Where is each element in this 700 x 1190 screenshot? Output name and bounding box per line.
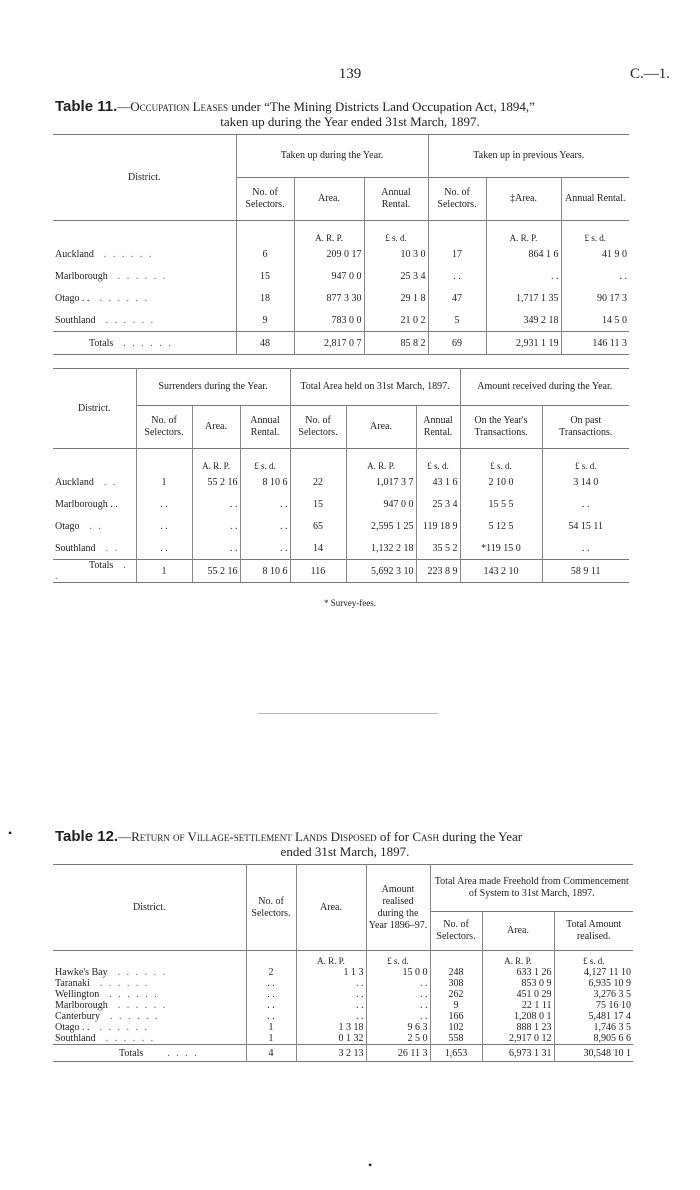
unit-label: £ s. d. bbox=[554, 951, 633, 968]
table-cell: 26 11 3 bbox=[366, 1045, 430, 1062]
district-cell bbox=[53, 560, 136, 583]
table-cell: 1 bbox=[246, 1033, 296, 1045]
table-cell: 55 2 16 bbox=[192, 560, 240, 583]
leader-dots: . . . . . . bbox=[99, 978, 150, 989]
leader-dots: . . . . . . bbox=[117, 1000, 168, 1011]
table-cell: . . bbox=[428, 265, 486, 287]
table-cell: 43 1 6 bbox=[416, 471, 460, 493]
table-cell: . . bbox=[561, 265, 629, 287]
table-cell: 2 10 0 bbox=[460, 471, 542, 493]
table-cell: . . bbox=[240, 493, 290, 515]
group-header-current: Taken up during the Year. bbox=[236, 135, 428, 178]
district-name: Marlborough . . bbox=[55, 498, 118, 510]
table-cell: 633 1 26 bbox=[482, 967, 554, 978]
unit-label: £ s. d. bbox=[561, 221, 629, 244]
table-cell: 4 bbox=[246, 1045, 296, 1062]
table-cell: . . bbox=[192, 493, 240, 515]
table-cell: 2,931 1 19 bbox=[486, 332, 561, 355]
table-cell: 223 8 9 bbox=[416, 560, 460, 583]
table-cell: 1 1 3 bbox=[296, 967, 366, 978]
table-cell: 558 bbox=[430, 1033, 482, 1045]
document-code: C.—1. bbox=[629, 66, 670, 82]
table-cell: 864 1 6 bbox=[486, 243, 561, 265]
table-cell: 947 0 0 bbox=[294, 265, 364, 287]
bottom-mark: • bbox=[368, 1158, 373, 1172]
table-cell: 9 6 3 bbox=[366, 1022, 430, 1033]
table-cell: 90 17 3 bbox=[561, 287, 629, 309]
group-header-total-area: Total Area held on 31st March, 1897. bbox=[290, 369, 460, 406]
col-header: Annual Rental. bbox=[364, 178, 428, 221]
table-row bbox=[53, 243, 629, 265]
table12 bbox=[53, 864, 633, 1062]
group-header-surrenders: Surrenders during the Year. bbox=[136, 369, 290, 406]
table-cell: 35 5 2 bbox=[416, 537, 460, 560]
table-cell: . . bbox=[542, 493, 629, 515]
table-cell: 15 5 5 bbox=[460, 493, 542, 515]
district-cell bbox=[53, 1000, 246, 1011]
table-cell: . . bbox=[240, 537, 290, 560]
leader-dots: . . . . . . bbox=[105, 314, 156, 326]
table-cell: 1,717 1 35 bbox=[486, 287, 561, 309]
table-cell: . . bbox=[542, 537, 629, 560]
leader-dots: . . . . . . bbox=[105, 1033, 156, 1044]
table-cell: 8 10 6 bbox=[240, 560, 290, 583]
table-cell: 9 bbox=[430, 1000, 482, 1011]
unit-label: £ s. d. bbox=[416, 449, 460, 472]
leader-dots: . . . . . . bbox=[109, 989, 159, 1000]
district-cell bbox=[53, 471, 136, 493]
table-row bbox=[53, 967, 633, 978]
table-cell: 58 9 11 bbox=[542, 560, 629, 583]
district-name: Auckland bbox=[55, 248, 94, 260]
col-header: No. of Selectors. bbox=[136, 406, 192, 449]
table-cell: 22 bbox=[290, 471, 346, 493]
table-cell: . . bbox=[296, 1000, 366, 1011]
unit-label: A. R. P. bbox=[296, 951, 366, 968]
table-cell: 102 bbox=[430, 1022, 482, 1033]
table-cell: 15 0 0 bbox=[366, 967, 430, 978]
table-cell: 0 1 32 bbox=[296, 1033, 366, 1045]
col-header: Annual Rental. bbox=[416, 406, 460, 449]
table-row bbox=[53, 989, 633, 1000]
district-name: Totals bbox=[89, 560, 114, 571]
col-header: No. of Selectors. bbox=[246, 865, 296, 951]
table-row bbox=[53, 560, 629, 583]
table-cell: 451 0 29 bbox=[482, 989, 554, 1000]
district-header: District. bbox=[53, 135, 236, 221]
group-header-freehold: Total Area made Freehold from Commencement of System to 31st March, 1897. bbox=[430, 865, 633, 912]
table-cell: . . bbox=[246, 989, 296, 1000]
district-cell bbox=[53, 1045, 246, 1062]
district-cell bbox=[53, 1033, 246, 1045]
table11-part2 bbox=[53, 368, 629, 583]
district-cell bbox=[53, 1011, 246, 1022]
table-row bbox=[53, 265, 629, 287]
col-header: No. of Selectors. bbox=[430, 912, 482, 951]
table11-caption: Table 11.—Occupation Leases under “The Mining Districts Land Occupation Act, 1894,” taken up during the Year ended 31st March, 1897. bbox=[55, 99, 645, 129]
table-cell: 2,595 1 25 bbox=[346, 515, 416, 537]
table-row bbox=[53, 1022, 633, 1033]
unit-label: A. R. P. bbox=[346, 449, 416, 472]
col-header: Area. bbox=[346, 406, 416, 449]
col-header: On the Year's Transactions. bbox=[460, 406, 542, 449]
table-cell: 3,276 3 5 bbox=[554, 989, 633, 1000]
leader-dots: . . . . . . bbox=[117, 967, 168, 978]
district-cell bbox=[53, 243, 236, 265]
table-row bbox=[53, 978, 633, 989]
district-cell bbox=[53, 978, 246, 989]
table-cell: 143 2 10 bbox=[460, 560, 542, 583]
col-header: Area. bbox=[482, 912, 554, 951]
table-cell: 9 bbox=[236, 309, 294, 332]
table-cell: . . bbox=[366, 989, 430, 1000]
table-cell: . . bbox=[366, 978, 430, 989]
table-cell: 4,127 11 10 bbox=[554, 967, 633, 978]
footnote: * Survey-fees. bbox=[324, 598, 376, 608]
col-header: Annual Rental. bbox=[240, 406, 290, 449]
col-header: No. of Selectors. bbox=[428, 178, 486, 221]
table-cell: . . bbox=[296, 989, 366, 1000]
leader-dots: . . . . . . bbox=[99, 292, 149, 304]
table-cell: 1 bbox=[136, 471, 192, 493]
table11-caption-line2: taken up during the Year ended 31st March, 1897. bbox=[220, 114, 480, 129]
col-header: Annual Rental. bbox=[561, 178, 629, 221]
table-cell: 30,548 10 1 bbox=[554, 1045, 633, 1062]
unit-label: £ s. d. bbox=[460, 449, 542, 472]
district-cell bbox=[53, 309, 236, 332]
col-header: Amount realised during the Year 1896–97. bbox=[366, 865, 430, 951]
table-cell: 48 bbox=[236, 332, 294, 355]
table-cell: . . bbox=[366, 1011, 430, 1022]
col-header: No. of Selectors. bbox=[290, 406, 346, 449]
unit-label: £ s. d. bbox=[364, 221, 428, 244]
table-cell: . . bbox=[240, 515, 290, 537]
table-cell: 69 bbox=[428, 332, 486, 355]
table-cell: 349 2 18 bbox=[486, 309, 561, 332]
unit-label: A. R. P. bbox=[482, 951, 554, 968]
table-cell: . . bbox=[136, 493, 192, 515]
table-cell: 2,917 0 12 bbox=[482, 1033, 554, 1045]
table-cell: 1,746 3 5 bbox=[554, 1022, 633, 1033]
unit-label: A. R. P. bbox=[192, 449, 240, 472]
group-header-amount: Amount received during the Year. bbox=[460, 369, 629, 406]
district-cell bbox=[53, 515, 136, 537]
unit-label: £ s. d. bbox=[542, 449, 629, 472]
table-cell: 888 1 23 bbox=[482, 1022, 554, 1033]
table12-caption: Table 12.—Return of Village-settlement Lands Disposed of for Cash during the Year ended 31st March, 1897. bbox=[55, 829, 635, 859]
col-header: Area. bbox=[296, 865, 366, 951]
table-cell: 1 bbox=[136, 560, 192, 583]
district-name: Totals bbox=[89, 337, 114, 349]
table-cell: 8,905 6 6 bbox=[554, 1033, 633, 1045]
district-cell bbox=[53, 493, 136, 515]
leader-dots: . . bbox=[105, 542, 120, 554]
leader-dots: . . . . . . bbox=[110, 1011, 160, 1022]
district-name: Marlborough bbox=[55, 270, 108, 282]
unit-label: A. R. P. bbox=[486, 221, 561, 244]
district-name: Hawke's Bay bbox=[55, 967, 108, 978]
table-cell: . . bbox=[296, 1011, 366, 1022]
col-header: Area. bbox=[192, 406, 240, 449]
leader-dots: . . . . . . bbox=[103, 248, 154, 260]
table-cell: . . bbox=[296, 978, 366, 989]
table-cell: 41 9 0 bbox=[561, 243, 629, 265]
district-name: Southland bbox=[55, 1033, 96, 1044]
district-cell bbox=[53, 1022, 246, 1033]
leader-dots: . . bbox=[103, 476, 118, 488]
table-row bbox=[53, 332, 629, 355]
table-cell: 14 bbox=[290, 537, 346, 560]
district-header: District. bbox=[53, 369, 136, 449]
table-cell: 2 5 0 bbox=[366, 1033, 430, 1045]
table-cell: 15 bbox=[236, 265, 294, 287]
table-cell: . . bbox=[136, 537, 192, 560]
table-cell: 18 bbox=[236, 287, 294, 309]
table-cell: 5 bbox=[428, 309, 486, 332]
table-cell: . . bbox=[486, 265, 561, 287]
district-name: Auckland bbox=[55, 476, 94, 488]
table-cell: 2 bbox=[246, 967, 296, 978]
leader-dots: . . . . . . bbox=[123, 337, 173, 349]
table-cell: 308 bbox=[430, 978, 482, 989]
district-name: Otago . . bbox=[55, 1022, 90, 1033]
table12-label: Table 12. bbox=[55, 828, 119, 845]
table-row bbox=[53, 471, 629, 493]
table-cell: 54 15 11 bbox=[542, 515, 629, 537]
table-row bbox=[53, 1033, 633, 1045]
table-cell: 146 11 3 bbox=[561, 332, 629, 355]
table-cell: 209 0 17 bbox=[294, 243, 364, 265]
totals-row bbox=[53, 1045, 633, 1062]
table-cell: 947 0 0 bbox=[346, 493, 416, 515]
district-name: Southland bbox=[55, 542, 96, 554]
table-cell: 55 2 16 bbox=[192, 471, 240, 493]
district-name: Otago . . bbox=[55, 292, 90, 304]
table-cell: 5 12 5 bbox=[460, 515, 542, 537]
table-cell: 6,973 1 31 bbox=[482, 1045, 554, 1062]
table-cell: 75 16 10 bbox=[554, 1000, 633, 1011]
margin-mark: • bbox=[8, 826, 13, 840]
table-cell: 783 0 0 bbox=[294, 309, 364, 332]
table11-part1 bbox=[53, 134, 629, 355]
table-cell: 14 5 0 bbox=[561, 309, 629, 332]
district-cell bbox=[53, 537, 136, 560]
table-cell: 22 1 11 bbox=[482, 1000, 554, 1011]
district-name: Canterbury bbox=[55, 1011, 100, 1022]
table-cell: 166 bbox=[430, 1011, 482, 1022]
district-name: Taranaki bbox=[55, 978, 90, 989]
table-cell: 85 8 2 bbox=[364, 332, 428, 355]
district-cell bbox=[53, 332, 236, 355]
table-cell: 1,132 2 18 bbox=[346, 537, 416, 560]
table-row bbox=[53, 493, 629, 515]
col-header: ‡Area. bbox=[486, 178, 561, 221]
table-cell: 47 bbox=[428, 287, 486, 309]
table-row bbox=[53, 537, 629, 560]
table12-caption-line2: ended 31st March, 1897. bbox=[280, 844, 410, 859]
table-cell: 1 3 18 bbox=[296, 1022, 366, 1033]
leader-dots: . . bbox=[89, 520, 103, 532]
group-header-previous: Taken up in previous Years. bbox=[428, 135, 629, 178]
leader-dots: . . . . . . bbox=[99, 1022, 149, 1033]
leader-dots: . . . . bbox=[167, 1047, 199, 1059]
district-header: District. bbox=[53, 865, 246, 951]
col-header: Area. bbox=[294, 178, 364, 221]
table-cell: . . bbox=[246, 1011, 296, 1022]
col-header: On past Transactions. bbox=[542, 406, 629, 449]
col-header: No. of Selectors. bbox=[236, 178, 294, 221]
table-cell: 8 10 6 bbox=[240, 471, 290, 493]
table-cell: 2,817 0 7 bbox=[294, 332, 364, 355]
table-cell: 116 bbox=[290, 560, 346, 583]
table-cell: . . bbox=[136, 515, 192, 537]
leader-dots: . . bbox=[55, 560, 128, 582]
table-row bbox=[53, 1000, 633, 1011]
table-cell: 3 14 0 bbox=[542, 471, 629, 493]
table-cell: 6,935 10 9 bbox=[554, 978, 633, 989]
page-number: 139 bbox=[338, 66, 362, 82]
table-row bbox=[53, 287, 629, 309]
table-cell: 10 3 0 bbox=[364, 243, 428, 265]
table-cell: . . bbox=[246, 1000, 296, 1011]
district-name: Marlborough bbox=[55, 1000, 108, 1011]
table-cell: 262 bbox=[430, 989, 482, 1000]
table-cell: *119 15 0 bbox=[460, 537, 542, 560]
district-cell bbox=[53, 287, 236, 309]
unit-label: A. R. P. bbox=[294, 221, 364, 244]
table11-label: Table 11. bbox=[55, 98, 118, 115]
table-cell: 15 bbox=[290, 493, 346, 515]
table-cell: . . bbox=[192, 515, 240, 537]
table-cell: 6 bbox=[236, 243, 294, 265]
table-cell: 3 2 13 bbox=[296, 1045, 366, 1062]
leader-dots: . . . . . . bbox=[117, 270, 168, 282]
table-cell: . . bbox=[246, 978, 296, 989]
table-cell: 1 bbox=[246, 1022, 296, 1033]
table-cell: 17 bbox=[428, 243, 486, 265]
district-name: Totals bbox=[119, 1047, 144, 1059]
table-cell: . . bbox=[366, 1000, 430, 1011]
table-cell: . . bbox=[192, 537, 240, 560]
district-name: Otago bbox=[55, 520, 80, 532]
table-cell: 1,017 3 7 bbox=[346, 471, 416, 493]
district-name: Southland bbox=[55, 314, 96, 326]
district-cell bbox=[53, 265, 236, 287]
table-cell: 21 0 2 bbox=[364, 309, 428, 332]
col-header: Total Amount realised. bbox=[554, 912, 633, 951]
unit-label: £ s. d. bbox=[240, 449, 290, 472]
table-cell: 853 0 9 bbox=[482, 978, 554, 989]
table-cell: 5,481 17 4 bbox=[554, 1011, 633, 1022]
table-cell: 29 1 8 bbox=[364, 287, 428, 309]
unit-label: £ s. d. bbox=[366, 951, 430, 968]
district-name: Wellington bbox=[55, 989, 100, 1000]
table-cell: 65 bbox=[290, 515, 346, 537]
table-cell: 248 bbox=[430, 967, 482, 978]
table-cell: 25 3 4 bbox=[416, 493, 460, 515]
table-cell: 1,208 0 1 bbox=[482, 1011, 554, 1022]
table-cell: 25 3 4 bbox=[364, 265, 428, 287]
table-cell: 5,692 3 10 bbox=[346, 560, 416, 583]
table-cell: 877 3 30 bbox=[294, 287, 364, 309]
table-cell: 119 18 9 bbox=[416, 515, 460, 537]
section-divider bbox=[258, 713, 438, 714]
district-cell bbox=[53, 967, 246, 978]
table-row bbox=[53, 309, 629, 332]
table-row bbox=[53, 515, 629, 537]
district-cell bbox=[53, 989, 246, 1000]
table-cell: 1,653 bbox=[430, 1045, 482, 1062]
table-row bbox=[53, 1011, 633, 1022]
